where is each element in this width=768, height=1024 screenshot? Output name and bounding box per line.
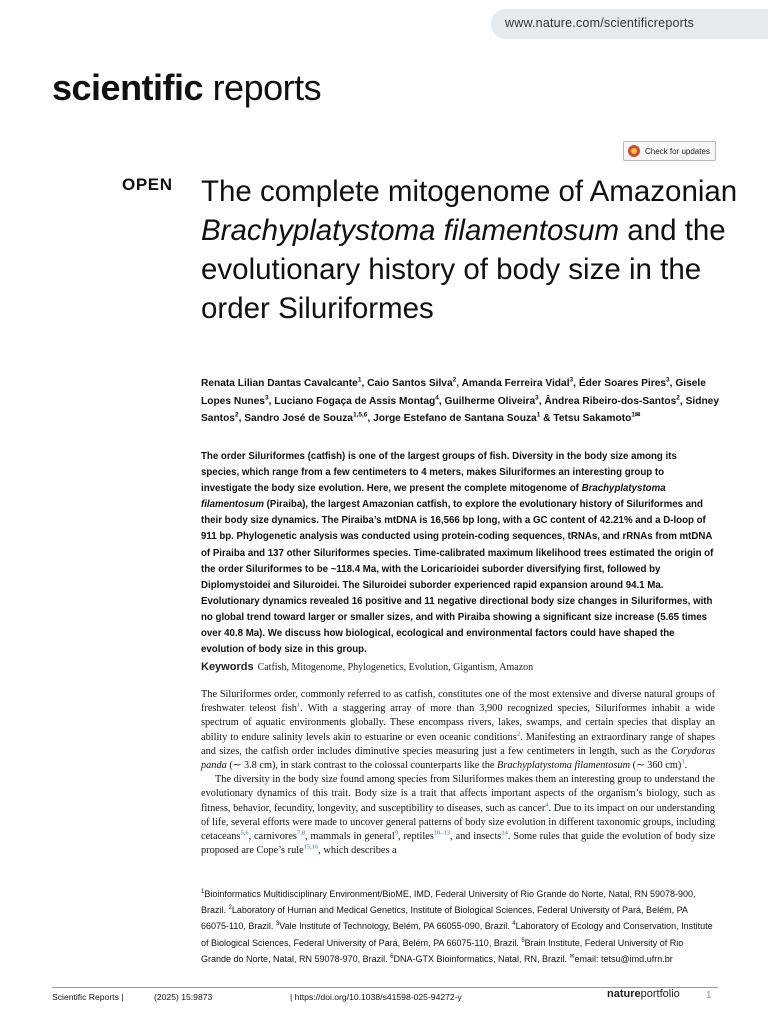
body-text: , and insects	[450, 831, 502, 843]
author-separator: ,	[361, 378, 368, 389]
body-text: (∼ 3.8 cm), in stark contrast to the colossal counterparts like the	[226, 760, 498, 772]
author-separator: ,	[538, 395, 545, 407]
paragraph	[201, 773, 715, 858]
body-text: , mammals in general	[305, 831, 395, 843]
author-affiliation: 3	[264, 394, 269, 402]
footer-doi-link[interactable]: | https://doi.org/10.1038/s41598-025-94272-y	[290, 992, 462, 1002]
citation-link[interactable]: 2	[516, 730, 521, 738]
crossmark-icon	[628, 145, 640, 157]
author-affiliation: 1	[357, 376, 362, 384]
author-name[interactable]: Caio Santos Silva	[367, 378, 453, 389]
body-text: . With a staggering array of more than 3,900 recognized species, Siluriformes inhabit a wide spectrum of aquatic environments globally. These encompass rivers, lakes, swamps, and certain species that display an ability to endure salinity levels akin to estuarine or even oceanic conditions	[201, 703, 715, 743]
article-title	[201, 172, 741, 328]
affiliation-number: 6	[390, 953, 394, 960]
author-affiliation: 2	[452, 376, 457, 384]
author-separator: ,	[456, 378, 462, 389]
author-separator: ,	[268, 395, 275, 407]
body-text: . Manifesting an extraordinary range of shapes and sizes, the catfish order includes diminutive species measuring just a few centimeters in length, such as the	[201, 731, 715, 757]
journal-url-bar	[491, 9, 768, 39]
footer-journal: Scientific Reports |	[52, 992, 124, 1002]
email-icon: ✉	[569, 953, 575, 960]
introduction-text	[201, 688, 715, 858]
body-text: . Due to its impact on our understanding of life, several efforts were made to uncover general patterns of body size evolution in different taxonomic groups, including cetaceans	[201, 802, 715, 843]
title-species-name: Brachyplatystoma filamentosum	[201, 214, 620, 247]
body-text: The diversity in the body size found among species from Siluriformes makes them an interesting group to understand the evolutionary dynamics of this trait. Body size is a trait that affects important aspects of the organism’s biology, such as fitness, behavior, fecundity, longevity, and susceptibility to diseases, such as cancer	[201, 774, 715, 814]
affiliation-number: 2	[228, 905, 232, 912]
affiliations	[201, 886, 715, 967]
author-name[interactable]: Sidney Santos	[201, 395, 719, 424]
author-name[interactable]: Jorge Estefano de Santana Souza	[373, 413, 537, 424]
author-name[interactable]: Gisele Lopes Nunes	[201, 378, 706, 407]
author-affiliation: 2	[676, 394, 680, 402]
affiliation-number: 3	[275, 921, 280, 928]
author-separator: ,	[238, 413, 245, 424]
author-name[interactable]: Tetsu Sakamoto	[553, 413, 632, 424]
journal-logo	[52, 66, 321, 110]
affiliation-number: 4	[512, 921, 516, 928]
publisher-light: portfolio	[640, 988, 680, 1000]
journal-logo-light: reports	[203, 67, 322, 108]
author-name[interactable]: Guilherme Oliveira	[444, 395, 536, 407]
author-separator: ,	[438, 395, 445, 407]
check-for-updates-label: Check for updates	[645, 146, 710, 156]
author-separator: ,	[669, 378, 676, 389]
citation-link[interactable]: 14	[501, 829, 508, 837]
body-text: . Some rules that guide the evolution of body size proposed are Cope’s rule	[201, 831, 716, 857]
body-text: The Siluriformes order, commonly referred to as catfish, constitutes one of the most extensive and diverse natural groups of freshwater teleost fish	[201, 689, 715, 715]
author-separator: ,	[679, 395, 686, 407]
body-text: , which describes a	[318, 845, 397, 857]
citation-link[interactable]: 7,8	[296, 829, 306, 837]
citation-link[interactable]: 3	[681, 758, 685, 766]
species-name: Brachyplatystoma filamentosum	[497, 760, 631, 772]
citation-link[interactable]: 4	[545, 801, 549, 809]
author-affiliation: 3	[535, 394, 539, 402]
keywords-list: Catfish, Mitogenome, Phylogenetics, Evolution, Gigantism, Amazon	[257, 662, 534, 673]
author-affiliation: 3	[666, 376, 670, 384]
author-name[interactable]: Amanda Ferreira Vidal	[461, 378, 570, 389]
author-name[interactable]: Sandro José de Souza	[244, 413, 353, 424]
species-name: Corydoras panda	[201, 745, 715, 772]
affiliation: Brain Institute, Federal University of Rio Grande do Norte, Natal, RN 59078-970, Brazil.	[201, 937, 684, 964]
author-list	[201, 375, 721, 428]
body-text: , reptiles	[397, 831, 434, 843]
abstract-species-name: Brachyplatystoma filamentosum	[201, 483, 666, 511]
body-text: (∼ 360 cm)	[630, 760, 682, 772]
author-affiliation: 1,5,6	[352, 411, 368, 419]
title-part-1: The complete mitogenome of Amazonian	[201, 175, 738, 208]
publisher-bold: nature	[607, 988, 641, 1000]
paragraph	[201, 688, 715, 773]
citation-link[interactable]: 1	[296, 701, 301, 709]
affiliation: Laboratory of Ecology and Conservation, Institute of Biological Sciences, Federal University of Pará, Belém, PA 66075-110, Brazil.	[201, 921, 713, 948]
page-number: 1	[706, 990, 712, 1001]
citation-link[interactable]: 5,6	[240, 829, 249, 837]
corresponding-email[interactable]: email: tetsu@imd.ufrn.br	[574, 953, 673, 964]
abstract-text: The order Siluriformes (catfish) is one of the largest groups of fish. Diversity in the body size among its species, which range from a few centimeters to 4 meters, makes Siluriformes an interesting group to investigate the body size evolution. Here, we present the complete mitogenome of	[201, 451, 677, 495]
affiliation: Bioinformatics Multidisciplinary Environment/BioME, IMD, Federal University of Rio Grande do Norte, Natal, RN 59078-900, Brazil.	[201, 889, 696, 916]
journal-logo-bold: scientific	[52, 67, 204, 108]
author-separator: ,	[367, 413, 374, 424]
abstract	[201, 449, 715, 658]
author-name[interactable]: Renata Lilian Dantas Cavalcante	[201, 378, 358, 389]
author-affiliation: 1✉	[631, 411, 641, 419]
author-name[interactable]: Ândrea Ribeiro-dos-Santos	[544, 395, 677, 407]
nature-portfolio-logo	[607, 988, 680, 1000]
check-for-updates-button[interactable]	[623, 141, 716, 161]
author-name[interactable]: Luciano Fogaça de Assis Montag	[274, 395, 436, 407]
keywords-label: Keywords	[201, 661, 254, 673]
title-part-2: and the evolutionary history of body size in the order Siluriformes	[201, 214, 726, 325]
author-affiliation: 3	[569, 376, 574, 384]
affiliation-number: 1	[201, 889, 205, 895]
citation-link[interactable]: 10–13	[433, 829, 451, 837]
footer-volume: (2025) 15:9873	[154, 992, 213, 1002]
open-access-label: OPEN	[122, 175, 173, 194]
author-name[interactable]: Éder Soares Pires	[578, 378, 667, 389]
citation-link[interactable]: 9	[394, 829, 398, 837]
abstract-text: (Piraiba), the largest Amazonian catfish, to explore the evolutionary history of Siluriformes and their body size dynamics. The Piraiba’s mtDNA is 16,566 bp long, with a GC content of 42.21% and a D-loop of 911 bp. Phylogenetic analysis was conducted using protein-coding sequences, tRNAs, and rRNAs from mtDNA of Piraiba and 137 other Siluriformes species. Time-calibrated maximum likelihood trees estimated the origin of the order Siluriformes to be ~118.4 Ma, with the Loricarioidei suborder diversifying first, followed by Diplomystoidei and Siluroidei. The Siluroidei suborder experienced rapid expansion around 94.1 Ma. Evolutionary dynamics revealed 16 positive and 11 negative directional body size changes in Siluriformes, with no global trend toward larger or smaller sizes, and with Piraiba showing a significant size increase (5.65 times over 40.8 Ma). We discuss how biological, ecological and environmental factors could have shaped the evolution of body size in this group.	[201, 499, 714, 656]
affiliation: Vale Institute of Technology, Belém, PA 66055-090, Brazil.	[279, 921, 513, 932]
affiliation: Laboratory of Human and Medical Genetics, Institute of Biological Sciences, Federal University of Pará, Belém, PA 66075-110, Brazil.	[201, 905, 688, 932]
author-affiliation: 4	[435, 394, 439, 402]
author-affiliation: 1	[536, 411, 541, 419]
author-affiliation: 2	[234, 411, 239, 419]
body-text: , carnivores	[248, 831, 297, 843]
affiliation: DNA-GTX Bioinformatics, Natal, RN, Brazil.	[393, 953, 570, 964]
keywords	[201, 661, 715, 673]
author-separator: ,	[573, 378, 579, 389]
citation-link[interactable]: 15,16	[303, 843, 319, 851]
body-text: .	[684, 760, 688, 772]
author-separator: &	[540, 413, 554, 424]
journal-url[interactable]: www.nature.com/scientificreports	[505, 16, 695, 30]
affiliation-number: 5	[521, 937, 525, 944]
